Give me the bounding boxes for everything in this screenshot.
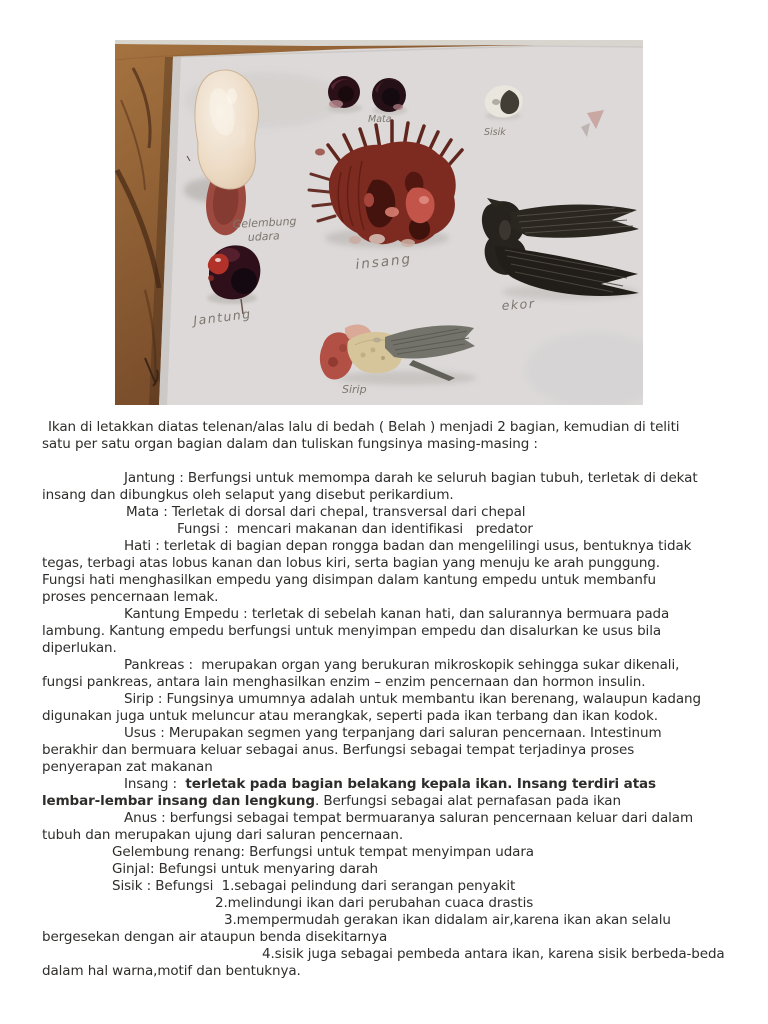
fish-dissection-photo bbox=[115, 40, 643, 405]
photo-label-jantung: Jantung bbox=[192, 305, 253, 328]
text-line: Pankreas : merupakan organ yang berukuran mikroskopik sehingga sukar dikenali, bbox=[124, 657, 680, 673]
text-line: tegas, terbagi atas lobus kanan dan lobus kiri, serta bagian yang menuju ke arah punggung. bbox=[42, 555, 660, 571]
photo-label-sisik: Sisik bbox=[484, 127, 506, 138]
text-line: diperlukan. bbox=[42, 640, 117, 656]
text-line: Sirip : Fungsinya umumnya adalah untuk membantu ikan berenang, walaupun kadang bbox=[124, 691, 701, 707]
photo-label-sirip: Sirip bbox=[342, 383, 367, 396]
text-line: berakhir dan bermuara keluar sebagai anus. Berfungsi sebagai tempat terjadinya proses bbox=[42, 742, 635, 758]
text-line: 3.mempermudah gerakan ikan didalam air,karena ikan akan selalu bbox=[224, 912, 671, 928]
text-line: digunakan juga untuk meluncur atau merangkak, seperti pada ikan terbang dan ikan kodok. bbox=[42, 708, 658, 724]
text-line: Usus : Merupakan segmen yang terpanjang dari saluran pencernaan. Intestinum bbox=[124, 725, 662, 741]
text-line: Sisik : Befungsi 1.sebagai pelindung dari serangan penyakit bbox=[112, 878, 516, 894]
text-line: satu per satu organ bagian dalam dan tuliskan fungsinya masing-masing : bbox=[42, 436, 538, 452]
text-line: Mata : Terletak di dorsal dari chepal, transversal dari chepal bbox=[126, 504, 526, 520]
photo-label-insang: insang bbox=[354, 251, 413, 273]
text-line: Fungsi hati menghasilkan empedu yang disimpan dalam kantung empedu untuk membanfu bbox=[42, 572, 656, 588]
text-line: penyerapan zat makanan bbox=[42, 759, 213, 775]
photo-label-udara: udara bbox=[247, 229, 281, 244]
text-line: Fungsi : mencari makanan dan identifikasi predator bbox=[177, 521, 533, 537]
text-line: tubuh dan merupakan ujung dari saluran pencernaan. bbox=[42, 827, 404, 843]
text-line: 4.sisik juga sebagai pembeda antara ikan, karena sisik berbeda-beda bbox=[262, 946, 725, 962]
text-line: dalam hal warna,motif dan bentuknya. bbox=[42, 963, 301, 979]
text-line: Ikan di letakkan diatas telenan/alas lalu di bedah ( Belah ) menjadi 2 bagian, kemudian di teliti bbox=[48, 419, 680, 435]
text-line: lembar-lembar insang dan lengkung. Berfungsi sebagai alat pernafasan pada ikan bbox=[42, 793, 621, 809]
text-line: Hati : terletak di bagian depan rongga badan dan mengelilingi usus, bentuknya tidak bbox=[124, 538, 692, 554]
text-line bbox=[42, 453, 742, 470]
text-line: Jantung : Berfungsi untuk memompa darah ke seluruh bagian tubuh, terletak di dekat bbox=[124, 470, 698, 486]
photo-label-ekor: ekor bbox=[501, 295, 536, 313]
text-line: Ginjal: Befungsi untuk menyaring darah bbox=[112, 861, 378, 877]
photo-label-mata: Mata bbox=[368, 114, 392, 125]
text-line: insang dan dibungkus oleh selaput yang disebut perikardium. bbox=[42, 487, 454, 503]
text-line: proses pencernaan lemak. bbox=[42, 589, 219, 605]
text-line: bergesekan dengan air ataupun benda disekitarnya bbox=[42, 929, 388, 945]
text-line: Anus : berfungsi sebagai tempat bermuaranya saluran pencernaan keluar dari dalam bbox=[124, 810, 694, 826]
text-line: Gelembung renang: Berfungsi untuk tempat menyimpan udara bbox=[112, 844, 534, 860]
fish-dissection-photo-svg bbox=[115, 40, 643, 405]
text-line: lambung. Kantung empedu berfungsi untuk menyimpan empedu dan disalurkan ke usus bila bbox=[42, 623, 662, 639]
photo-label-gelembung: Gelembung bbox=[232, 214, 297, 231]
document-text bbox=[42, 419, 742, 980]
text-line: 2.melindungi ikan dari perubahan cuaca drastis bbox=[215, 895, 534, 911]
text-line: Kantung Empedu : terletak di sebelah kanan hati, dan salurannya bermuara pada bbox=[124, 606, 670, 622]
text-line: fungsi pankreas, antara lain menghasilkan enzim – enzim pencernaan dan hormon insulin. bbox=[42, 674, 646, 690]
text-line: Insang : terletak pada bagian belakang kepala ikan. Insang terdiri atas bbox=[124, 776, 656, 792]
